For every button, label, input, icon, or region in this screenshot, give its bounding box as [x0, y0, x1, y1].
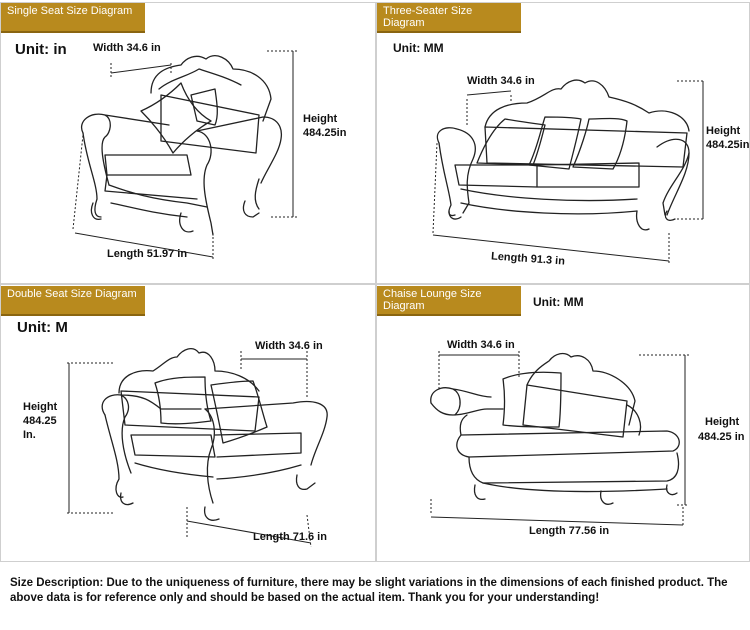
size-description-note: Size Description: Due to the uniqueness of furniture, there may be slight variations in the dimensions of each finished product. The above data is for reference only and should be based on the actual item. Thank you for your understanding!: [10, 577, 728, 604]
three-seater-width: Width 34.6 in: [467, 75, 535, 87]
chaise-lounge-unit: Unit: MM: [533, 295, 584, 309]
chaise-lounge-length: Length 77.56 in: [529, 525, 610, 537]
double-seat-title: Double Seat Size Diagram: [1, 286, 145, 316]
single-seat-panel: [0, 2, 376, 284]
double-seat-width: Width 34.6 in: [255, 340, 323, 352]
double-seat-height-label: Height: [23, 401, 58, 413]
double-seat-length: Length 71.6 in: [253, 531, 327, 543]
three-seater-unit: Unit: MM: [393, 41, 444, 55]
three-seater-title: Three-Seater Size Diagram: [377, 3, 521, 33]
single-seat-width: Width 34.6 in: [93, 42, 161, 54]
chaise-lounge-width: Width 34.6 in: [447, 339, 515, 351]
chaise-lounge-height-label: Height: [705, 416, 740, 428]
three-seater-panel: [376, 2, 750, 284]
three-seater-drawing: [377, 3, 750, 285]
double-seat-height-unit: In.: [23, 429, 36, 441]
chaise-lounge-title: Chaise Lounge Size Diagram: [377, 286, 521, 316]
chaise-lounge-panel: [376, 284, 750, 562]
single-seat-title: Single Seat Size Diagram: [1, 3, 145, 33]
chaise-lounge-height-value: 484.25 in: [698, 431, 745, 443]
double-seat-height-value: 484.25: [23, 415, 57, 427]
single-seat-height-value: 484.25in: [303, 127, 347, 139]
three-seater-length: Length 91.3 in: [490, 250, 566, 268]
double-seat-unit: Unit: M: [17, 319, 68, 336]
single-seat-drawing: [1, 3, 377, 285]
double-seat-drawing: [1, 285, 377, 563]
single-seat-length: Length 51.97 in: [107, 248, 188, 260]
single-seat-unit: Unit: in: [15, 41, 67, 58]
double-seat-panel: [0, 284, 376, 562]
chaise-lounge-drawing: [377, 285, 750, 563]
single-seat-height-label: Height: [303, 113, 338, 125]
three-seater-height-label: Height: [706, 125, 741, 137]
three-seater-height-value: 484.25in: [706, 139, 750, 151]
